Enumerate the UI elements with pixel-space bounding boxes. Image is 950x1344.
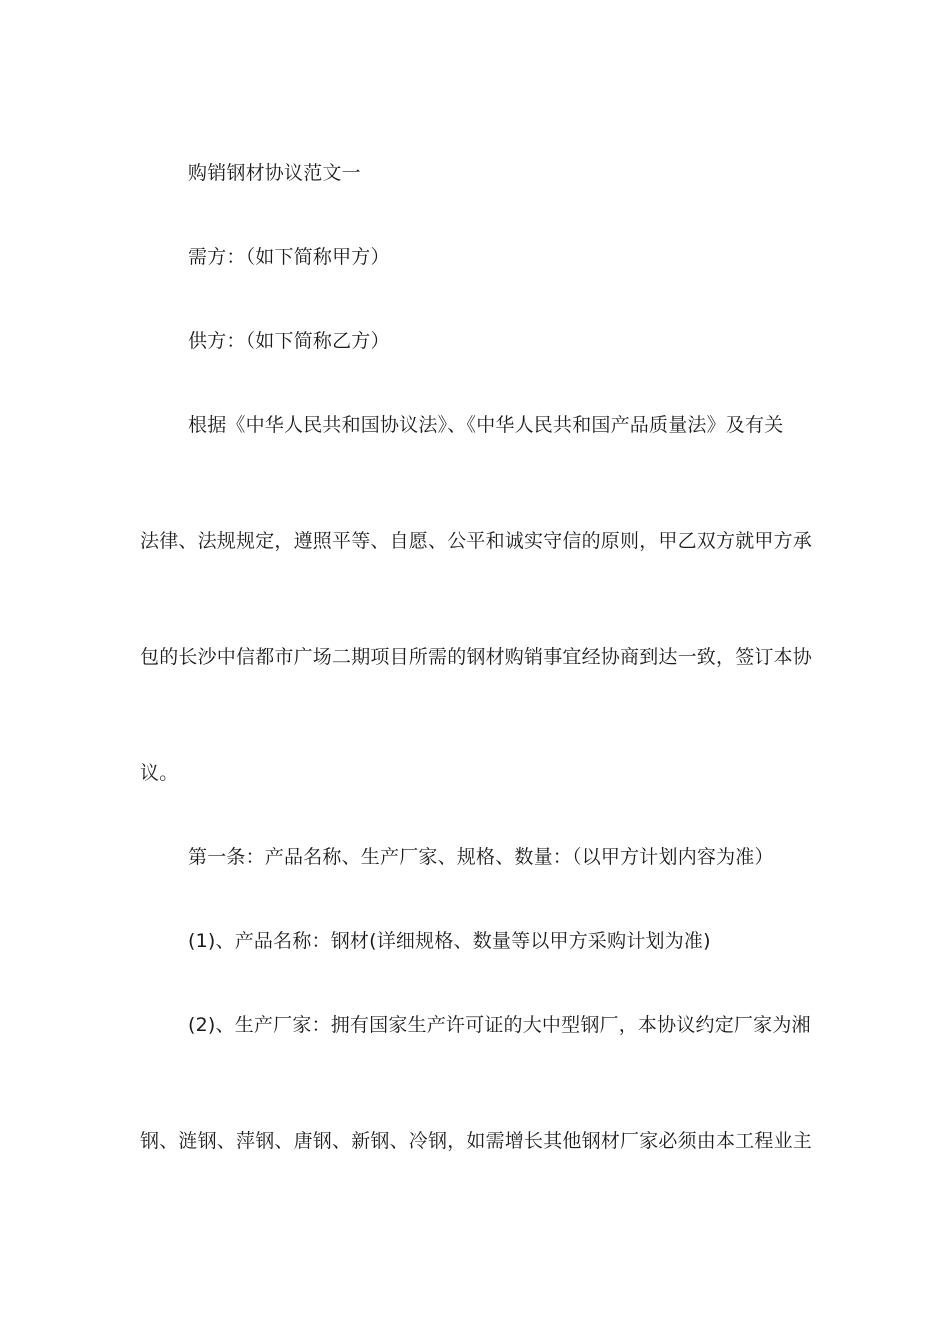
article-one-heading: 第一条：产品名称、生产厂家、规格、数量：（以甲方计划内容为准） <box>188 846 774 868</box>
seller-line: 供方：（如下简称乙方） <box>188 330 390 352</box>
buyer-line: 需方：（如下简称甲方） <box>188 246 390 268</box>
article-one-item-1: (1)、产品名称：钢材(详细规格、数量等以甲方采购计划为准) <box>188 930 711 952</box>
document-title: 购销钢材协议范文一 <box>188 162 361 184</box>
article-one-item-2-line-2: 钢、涟钢、萍钢、唐钢、新钢、冷钢，如需增长其他钢材厂家必须由本工程业主 <box>140 1130 813 1152</box>
intro-line-4: 议。 <box>140 762 179 784</box>
intro-line-3: 包的长沙中信都市广场二期项目所需的钢材购销事宜经协商到达一致，签订本协 <box>140 646 813 668</box>
intro-line-1: 根据《中华人民共和国协议法》、《中华人民共和国产品质量法》及有关 <box>188 414 784 436</box>
intro-line-2: 法律、法规规定，遵照平等、自愿、公平和诚实守信的原则，甲乙双方就甲方承 <box>140 530 813 552</box>
article-one-item-2-line-1: (2)、生产厂家：拥有国家生产许可证的大中型钢厂，本协议约定厂家为湘 <box>188 1014 811 1036</box>
